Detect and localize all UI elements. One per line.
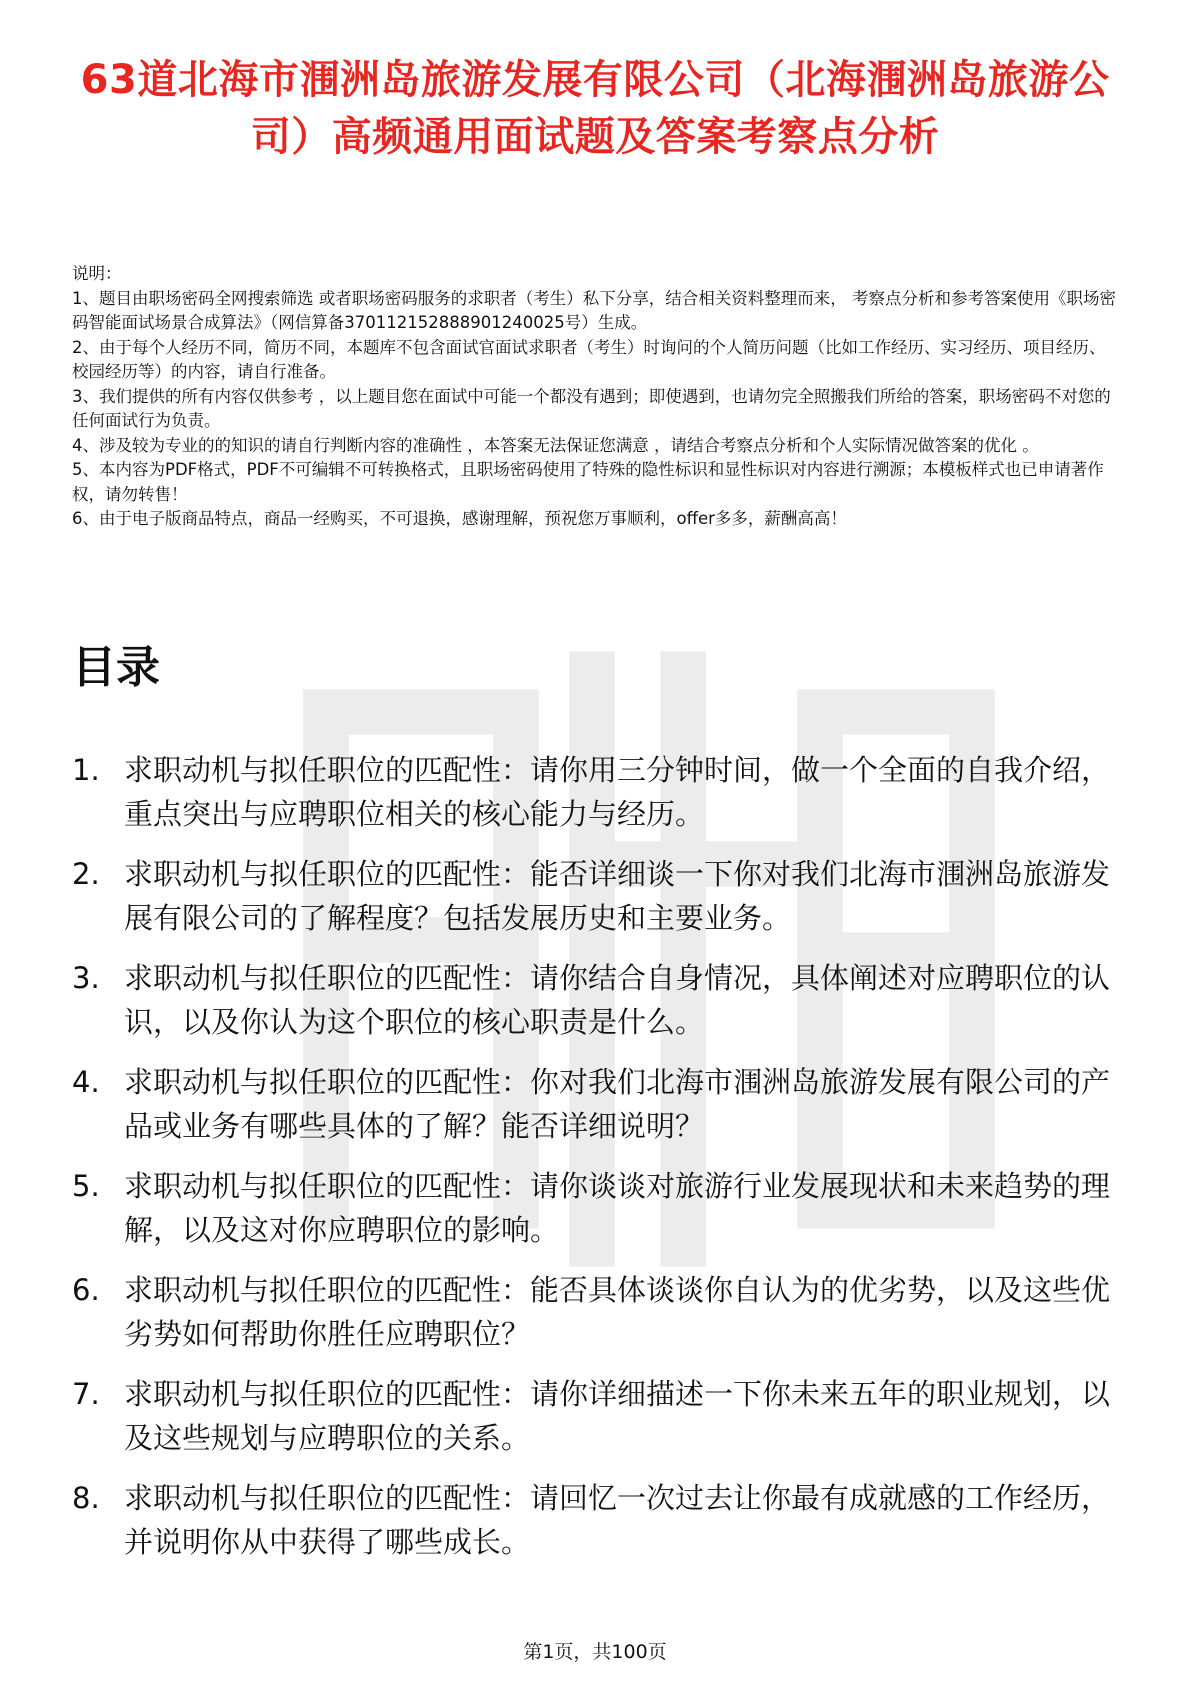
disclaimer-notes — [72, 262, 1118, 532]
page-number-footer: 第1页，共100页 — [523, 1641, 667, 1663]
toc-item[interactable] — [72, 1372, 1122, 1460]
toc-item-number: 6. — [72, 1273, 100, 1307]
toc-item[interactable] — [72, 1268, 1122, 1356]
note-item: 5、本内容为PDF格式，PDF不可编辑不可转换格式，且职场密码使用了特殊的隐性标识和显性标识对内容进行溯源；本模板样式也已申请著作权，请勿转售！ — [72, 460, 1104, 504]
toc-item-number: 3. — [72, 961, 100, 995]
toc-item-text: 求职动机与拟任职位的匹配性：请你结合自身情况，具体阐述对应聘职位的认识，以及你认为这个职位的核心职责是什么。 — [124, 961, 1111, 1039]
note-item: 4、涉及较为专业的的知识的请自行判断内容的准确性 ，本答案无法保证您满意 ，请结合考察点分析和个人实际情况做答案的优化 。 — [72, 435, 1039, 455]
notes-heading: 说明： — [72, 264, 122, 283]
note-item: 1、题目由职场密码全网搜索筛选 或者职场密码服务的求职者（考生）私下分享，结合相关资料整理而来， 考察点分析和参考答案使用《职场密码智能面试场景合成算法》（网信算备370112152888901240025号）生成。 — [72, 288, 1116, 332]
toc-item-text: 求职动机与拟任职位的匹配性：能否详细谈一下你对我们北海市涠洲岛旅游发展有限公司的了解程度？包括发展历史和主要业务。 — [124, 857, 1111, 935]
toc-item[interactable] — [72, 956, 1122, 1044]
document-title: 63道北海市涠洲岛旅游发展有限公司（北海涠洲岛旅游公司）高频通用面试题及答案考察点分析 — [80, 57, 1110, 160]
toc-heading: 目录 — [72, 642, 160, 693]
toc-item-number: 2. — [72, 857, 100, 891]
toc-item[interactable] — [72, 1476, 1122, 1564]
toc-item-number: 4. — [72, 1065, 100, 1099]
toc-item-text: 求职动机与拟任职位的匹配性：请回忆一次过去让你最有成就感的工作经历，并说明你从中获得了哪些成长。 — [124, 1481, 1111, 1559]
note-item: 6、由于电子版商品特点，商品一经购买，不可退换，感谢理解，预祝您万事顺利，offer多多，薪酬高高！ — [72, 509, 847, 528]
table-of-contents — [72, 748, 1122, 1580]
note-item: 2、由于每个人经历不同，简历不同，本题库不包含面试官面试求职者（考生）时询问的个人简历问题（比如工作经历、实习经历、项目经历、校园经历等）的内容，请自行准备。 — [72, 337, 1106, 381]
toc-item-text: 求职动机与拟任职位的匹配性：请你谈谈对旅游行业发展现状和未来趋势的理解，以及这对你应聘职位的影响。 — [124, 1169, 1111, 1247]
toc-item-number: 1. — [72, 753, 100, 787]
toc-item-text: 求职动机与拟任职位的匹配性：你对我们北海市涠洲岛旅游发展有限公司的产品或业务有哪些具体的了解？能否详细说明？ — [124, 1065, 1111, 1143]
note-item: 3、我们提供的所有内容仅供参考 ，以上题目您在面试中可能一个都没有遇到；即使遇到，也请勿完全照搬我们所给的答案，职场密码不对您的任何面试行为负责。 — [72, 386, 1111, 430]
toc-item-text: 求职动机与拟任职位的匹配性：能否具体谈谈你自认为的优劣势，以及这些优劣势如何帮助你胜任应聘职位？ — [124, 1273, 1111, 1351]
toc-item[interactable] — [72, 1060, 1122, 1148]
toc-item-number: 7. — [72, 1377, 100, 1411]
toc-item[interactable] — [72, 1164, 1122, 1252]
toc-item[interactable] — [72, 852, 1122, 940]
toc-item[interactable] — [72, 748, 1122, 836]
toc-item-number: 5. — [72, 1169, 100, 1203]
toc-item-text: 求职动机与拟任职位的匹配性：请你用三分钟时间，做一个全面的自我介绍，重点突出与应聘职位相关的核心能力与经历。 — [124, 753, 1111, 831]
toc-item-number: 8. — [72, 1481, 100, 1515]
toc-item-text: 求职动机与拟任职位的匹配性：请你详细描述一下你未来五年的职业规划，以及这些规划与应聘职位的关系。 — [124, 1377, 1111, 1455]
